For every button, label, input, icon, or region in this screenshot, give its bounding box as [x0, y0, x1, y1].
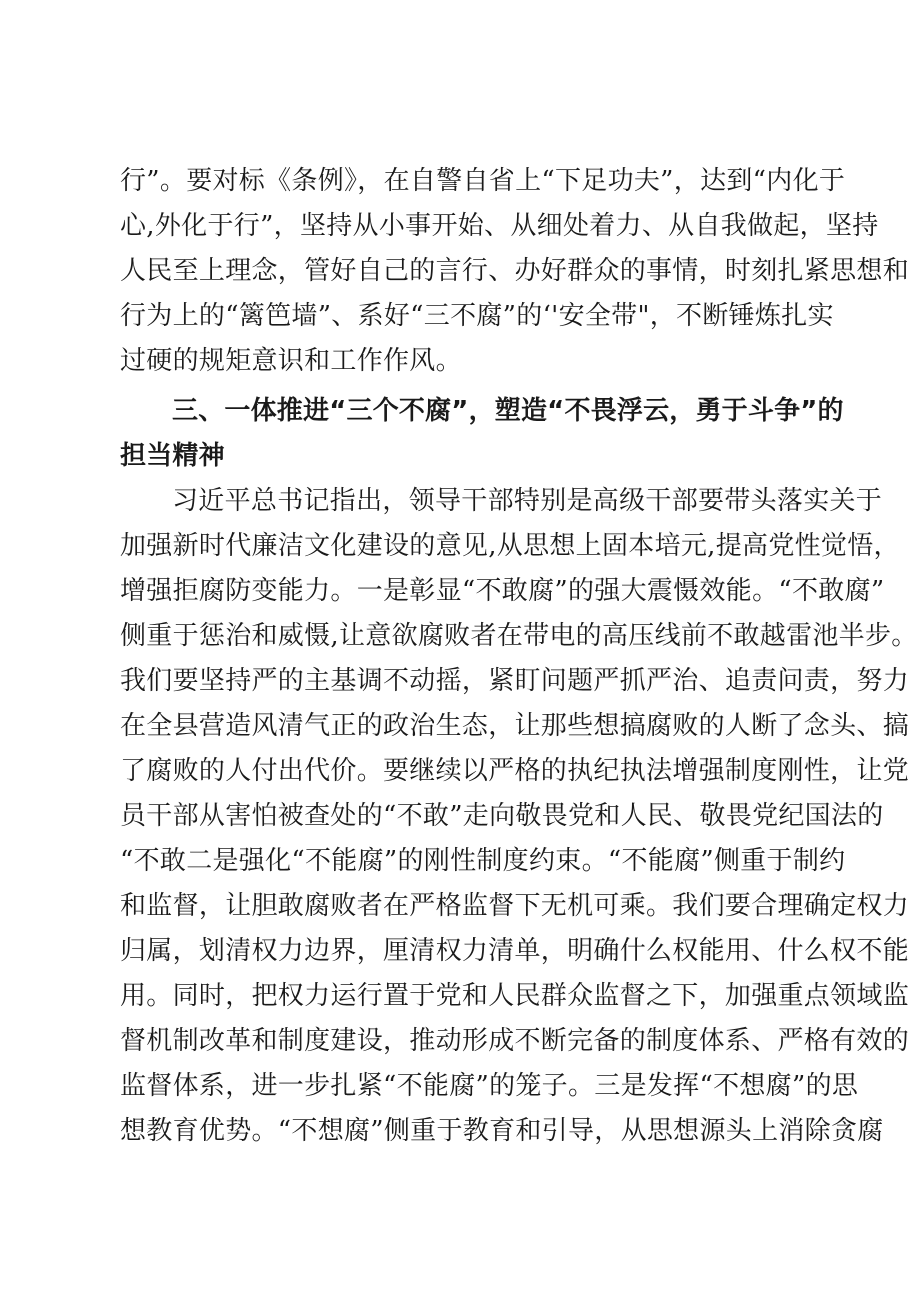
text-line: 过硬的规矩意识和工作作风。 [120, 346, 462, 376]
text-line: 了腐败的人付出代价。要继续以严格的执纪执法增强制度刚性，让党 [120, 756, 910, 786]
text-line: 和监督，让胆敢腐败者在严格监督下无机可乘。我们要合理确定权力 [120, 891, 910, 921]
heading-line: 三、一体推进“三个不腐”，塑造“不畏浮云，勇于斗争”的 [172, 396, 844, 426]
text-line: 我们要坚持严的主基调不动摇，紧盯问题严抓严治、追责问责，努力 [120, 666, 910, 696]
text-line: 加强新时代廉洁文化建设的意见,从思想上固本培元,提高党性觉悟， [120, 531, 900, 561]
text-line: 习近平总书记指出，领导干部特别是高级干部要带头落实关于 [172, 486, 883, 516]
text-line: 在全县营造风清气正的政治生态，让那些想搞腐败的人断了念头、搞 [120, 711, 910, 741]
text-line: 心,外化于行”，坚持从小事开始、从细处着力、从自我做起，坚持 [120, 211, 879, 241]
text-line: 行”。要对标《条例》，在自警自省上“下足功夫”，达到“内化于 [120, 166, 846, 196]
text-line: 行为上的“篱笆墙”、系好“三不腐”的‘'安全带"，不断锤炼扎实 [120, 301, 834, 331]
text-line: 监督体系，进一步扎紧“不能腐”的笼子。三是发挥“不想腐”的思 [120, 1071, 859, 1101]
text-line: 人民至上理念，管好自己的言行、办好群众的事情，时刻扎紧思想和 [120, 256, 910, 286]
text-line: “不敢二是强化“不能腐”的刚性制度约束。“不能腐”侧重于制约 [120, 846, 846, 876]
text-line: 用。同时，把权力运行置于党和人民群众监督之下，加强重点领域监 [120, 981, 910, 1011]
text-line: 员干部从害怕被查处的“不敢”走向敬畏党和人民、敬畏党纪国法的 [120, 801, 884, 831]
text-line: 督机制改革和制度建设，推动形成不断完备的制度体系、严格有效的 [120, 1026, 910, 1056]
text-line: 归属，划清权力边界，厘清权力清单，明确什么权能用、什么权不能 [120, 936, 910, 966]
text-line: 想教育优势。“不想腐”侧重于教育和引导，从思想源头上消除贪腐 [120, 1116, 884, 1146]
text-line: 侧重于惩治和威慑,让意欲腐败者在带电的高压线前不敢越雷池半步。 [120, 621, 918, 651]
heading-line: 担当精神 [120, 441, 225, 471]
text-line: 增强拒腐防变能力。一是彰显“不敢腐”的强大震慑效能。“不敢腐” [120, 576, 885, 606]
